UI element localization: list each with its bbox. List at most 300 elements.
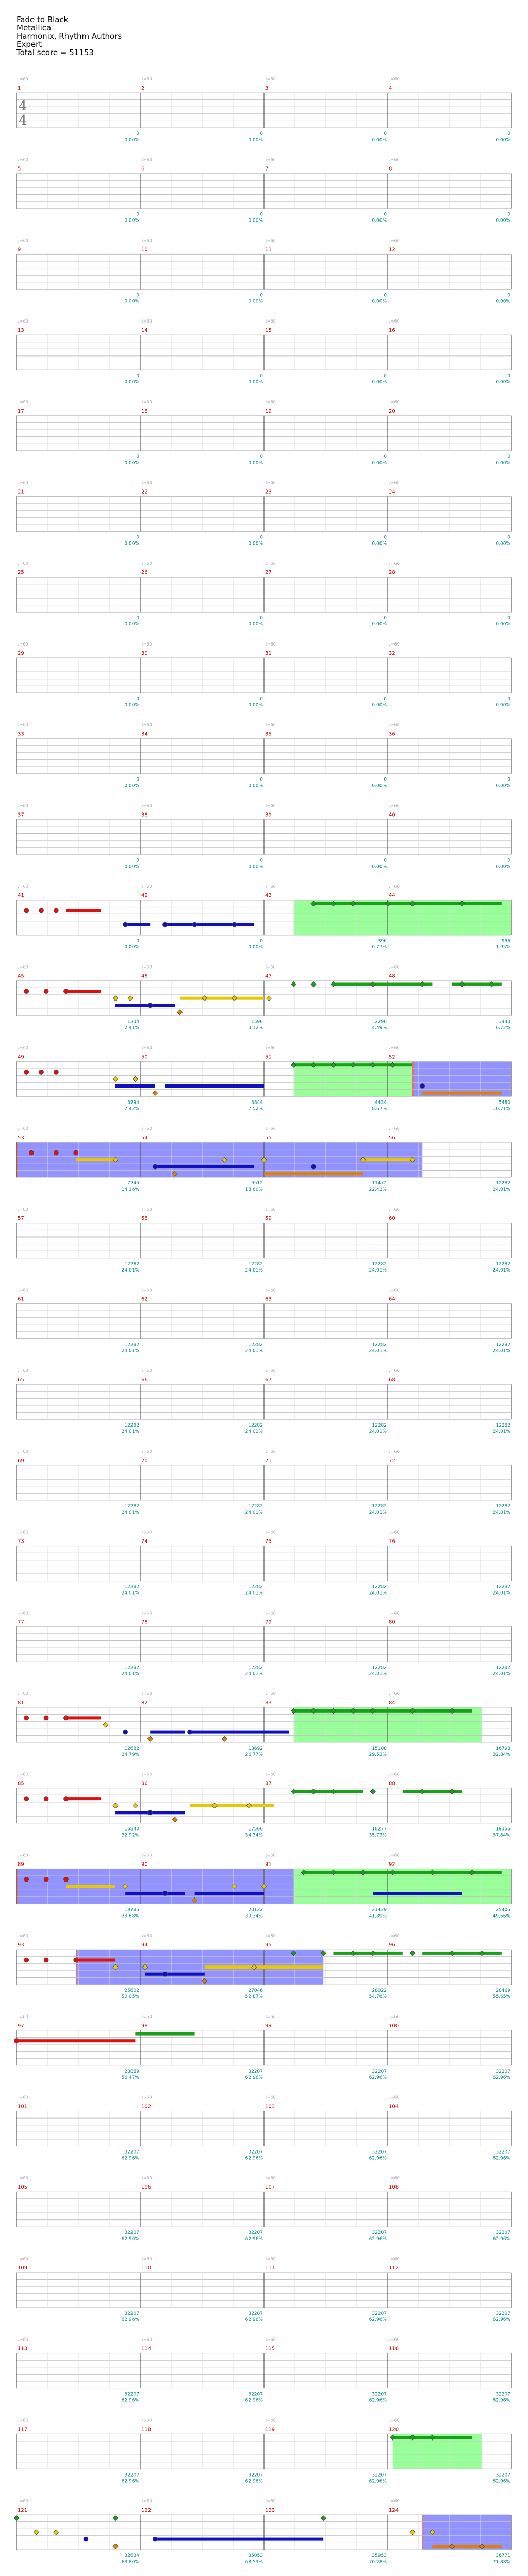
tempo-marker: ♩=60 <box>18 1934 28 1939</box>
measure-number: 73 <box>18 1538 24 1545</box>
tempo-marker: ♩=60 <box>141 1207 152 1212</box>
measure-number: 21 <box>18 489 24 495</box>
staff-row-24 <box>16 1934 512 1999</box>
measure-number: 92 <box>389 1861 395 1868</box>
tempo-marker: ♩=60 <box>18 641 28 647</box>
solo-edge <box>76 1950 77 1985</box>
measure-score-percent: 7.42% <box>124 1106 139 1112</box>
note-gem <box>420 1084 425 1089</box>
note-gem <box>74 1958 78 1962</box>
tempo-marker: ♩=60 <box>265 2176 276 2181</box>
tempo-marker: ♩=60 <box>141 1449 152 1454</box>
measure-number: 76 <box>389 1538 395 1545</box>
tempo-marker: ♩=60 <box>141 964 152 970</box>
note-sustain <box>180 997 264 1000</box>
measure-number: 123 <box>265 2507 275 2513</box>
measure-score-percent: 0.00% <box>496 864 510 870</box>
measure-score: 32207 <box>124 2311 139 2316</box>
note-gem <box>44 1877 48 1882</box>
note-gem <box>212 1803 217 1808</box>
staff-row-28 <box>16 2257 512 2323</box>
measure-number: 61 <box>18 1296 24 1302</box>
measure-score: 32207 <box>496 2392 510 2397</box>
note-sustain <box>155 2538 323 2541</box>
measure-score: 12282 <box>496 1584 510 1590</box>
measure-score: 32207 <box>372 2230 387 2236</box>
measure-number: 18 <box>141 408 148 414</box>
measure-score: 0 <box>384 293 387 298</box>
measure-number: 124 <box>389 2507 399 2513</box>
measure-number: 51 <box>265 1054 272 1060</box>
measure-score: 0 <box>136 212 139 217</box>
measure-score: 32207 <box>248 2472 263 2478</box>
staff-row-19 <box>16 1530 512 1596</box>
measure-number: 108 <box>389 2184 399 2191</box>
tempo-marker: ♩=60 <box>141 1611 152 1616</box>
measure-score-percent: 38.68% <box>121 1913 139 1919</box>
measure-score-percent: 62.96% <box>492 2317 510 2323</box>
tempo-marker: ♩=60 <box>18 964 28 970</box>
tempo-marker: ♩=60 <box>265 1207 276 1212</box>
measure-number: 87 <box>265 1781 272 1787</box>
measure-score: 35053 <box>248 2553 263 2558</box>
measure-number: 91 <box>265 1861 272 1868</box>
tempo-marker: ♩=60 <box>265 1287 276 1293</box>
measure-score-percent: 0.00% <box>248 541 263 547</box>
measure-number: 26 <box>141 570 148 576</box>
measure-number: 17 <box>18 408 24 414</box>
measure-score-percent: 0.00% <box>372 783 387 789</box>
measure-score-percent: 0.00% <box>124 541 139 547</box>
measure-score: 32207 <box>124 2472 139 2478</box>
measure-score-percent: 54.78% <box>369 1994 387 2000</box>
measure-score: 12282 <box>372 1665 387 1671</box>
note-gem <box>246 1803 252 1808</box>
measure-number: 52 <box>389 1054 395 1060</box>
measure-score-percent: 62.96% <box>245 2317 263 2323</box>
note-sustain <box>76 1959 116 1962</box>
measure-score-percent: 0.00% <box>248 138 263 143</box>
measure-number: 105 <box>18 2184 28 2191</box>
measure-score: 0 <box>384 616 387 621</box>
measure-number: 49 <box>18 1054 24 1060</box>
note-gem <box>133 1803 138 1808</box>
measure-number: 115 <box>265 2346 275 2352</box>
measure-number: 60 <box>389 1215 395 1222</box>
note-gem <box>113 1076 118 1081</box>
note-sustain <box>66 909 101 912</box>
measure-score: 0 <box>136 293 139 298</box>
measure-score: 32207 <box>372 2069 387 2074</box>
note-gem <box>54 2530 59 2535</box>
tempo-marker: ♩=60 <box>389 77 400 81</box>
tempo-marker: ♩=60 <box>141 1045 152 1050</box>
measure-number: 3 <box>265 86 269 91</box>
measure-score-percent: 0.00% <box>248 218 263 224</box>
measure-number: 8 <box>389 166 392 172</box>
measure-score-percent: 24.01% <box>492 1267 510 1273</box>
note-gem <box>64 1716 69 1720</box>
measure-score-percent: 0.00% <box>248 864 263 870</box>
measure-number: 44 <box>389 893 395 899</box>
measure-score-percent: 24.01% <box>492 1510 510 1515</box>
tempo-marker: ♩=60 <box>265 77 276 81</box>
measure-score-percent: 0.00% <box>124 218 139 224</box>
measure-number: 24 <box>389 489 395 495</box>
note-sustain <box>422 1092 502 1095</box>
measure-score: 32207 <box>372 2392 387 2397</box>
tempo-marker: ♩=60 <box>265 561 276 566</box>
note-sustain <box>363 1158 412 1161</box>
measure-score: 25405 <box>496 1907 510 1913</box>
measure-score: 0 <box>507 777 510 783</box>
tempo-marker: ♩=60 <box>389 1611 400 1616</box>
note-sustain <box>125 923 150 926</box>
measure-number: 121 <box>18 2507 28 2513</box>
tempo-marker: ♩=60 <box>389 399 400 404</box>
tempo-marker: ♩=60 <box>389 1126 400 1131</box>
measure-score-percent: 70.28% <box>369 2560 387 2565</box>
measure-score: 12282 <box>248 1665 263 1671</box>
staff-row-22 <box>16 1772 512 1838</box>
measure-score-percent: 24.01% <box>245 1267 263 1273</box>
tempo-marker: ♩=60 <box>18 1772 28 1777</box>
tempo-marker: ♩=60 <box>141 1691 152 1696</box>
tempo-marker: ♩=60 <box>265 2337 276 2342</box>
staff-row-14 <box>16 1126 512 1192</box>
tempo-marker: ♩=60 <box>265 319 276 324</box>
song-difficulty: Expert <box>16 40 42 49</box>
measure-number: 43 <box>265 893 272 899</box>
tempo-marker: ♩=60 <box>389 884 400 889</box>
measure-score: 3794 <box>127 1100 139 1106</box>
measure-score-percent: 24.01% <box>369 1348 387 1354</box>
measure-number: 55 <box>265 1135 272 1141</box>
tempo-marker: ♩=60 <box>18 2337 28 2342</box>
note-gem <box>113 1803 118 1808</box>
measure-score-percent: 24.01% <box>492 1187 510 1193</box>
tempo-marker: ♩=60 <box>389 1207 400 1212</box>
measure-number: 82 <box>141 1700 148 1706</box>
measure-score-percent: 0.77% <box>372 945 387 950</box>
tempo-marker: ♩=60 <box>389 1530 400 1535</box>
tempo-marker: ♩=60 <box>18 480 28 485</box>
tempo-marker: ♩=60 <box>18 77 28 81</box>
staff-row-5 <box>16 400 512 466</box>
measure-number: 114 <box>141 2346 152 2352</box>
measure-score-percent: 0.00% <box>496 138 510 143</box>
tempo-marker: ♩=60 <box>18 2014 28 2019</box>
tempo-marker: ♩=60 <box>141 1853 152 1858</box>
tempo-marker: ♩=60 <box>141 1287 152 1293</box>
measure-number: 96 <box>389 1942 395 1948</box>
tempo-marker: ♩=60 <box>141 480 152 485</box>
measure-score: 0 <box>507 696 510 702</box>
note-gem <box>291 1789 296 1794</box>
note-gem <box>123 922 128 927</box>
note-sustain <box>145 1973 205 1976</box>
note-gem <box>39 908 44 913</box>
measure-score: 12282 <box>372 1261 387 1267</box>
note-gem <box>44 1797 48 1801</box>
measure-score-percent: 24.01% <box>245 1590 263 1596</box>
tempo-marker: ♩=60 <box>265 2014 276 2019</box>
song-artist: Metallica <box>16 23 52 32</box>
measure-score: 32207 <box>496 2311 510 2316</box>
measure-score-percent: 0.00% <box>248 702 263 708</box>
measure-score-percent: 62.96% <box>369 2398 387 2403</box>
measure-score-percent: 41.89% <box>369 1913 387 1919</box>
measure-score: 0 <box>260 374 263 379</box>
measure-score: 12282 <box>372 1423 387 1429</box>
tempo-marker: ♩=60 <box>141 1368 152 1374</box>
measure-number: 42 <box>141 893 148 899</box>
note-gem <box>370 1789 375 1794</box>
measure-score: 12282 <box>248 1261 263 1267</box>
note-gem <box>74 1150 78 1155</box>
measure-score-percent: 62.96% <box>369 2479 387 2484</box>
measure-number: 23 <box>265 489 272 495</box>
measure-number: 2 <box>141 86 145 91</box>
note-sustain <box>432 2545 501 2548</box>
note-gem <box>123 1730 128 1734</box>
measure-score-percent: 8.67% <box>372 1106 387 1112</box>
tempo-marker: ♩=60 <box>265 480 276 485</box>
measure-score-percent: 24.01% <box>121 1348 139 1354</box>
measure-score: 12282 <box>124 1423 139 1429</box>
measure-number: 45 <box>18 973 24 979</box>
measure-number: 110 <box>141 2265 152 2271</box>
measure-score: 28469 <box>496 1988 510 1994</box>
note-sustain <box>205 1965 323 1969</box>
note-gem <box>54 1070 58 1074</box>
measure-score-percent: 24.01% <box>245 1429 263 1435</box>
tempo-marker: ♩=60 <box>18 1368 28 1374</box>
staff-row-4 <box>16 319 512 385</box>
measure-score-percent: 0.00% <box>372 702 387 708</box>
solo-section <box>422 2515 512 2550</box>
measure-score-percent: 62.96% <box>121 2479 139 2484</box>
tempo-marker: ♩=60 <box>265 884 276 889</box>
tempo-marker: ♩=60 <box>141 77 152 81</box>
measure-score: 32207 <box>496 2069 510 2074</box>
note-gem <box>232 922 237 927</box>
note-gem <box>24 1070 29 1074</box>
measure-number: 59 <box>265 1215 272 1222</box>
note-sustain <box>333 983 432 986</box>
measure-score-percent: 62.96% <box>492 2479 510 2484</box>
note-sustain <box>116 1004 175 1007</box>
note-sustain <box>66 1885 116 1888</box>
staff-row-1 <box>16 77 512 143</box>
note-gem <box>39 1070 44 1074</box>
measure-score: 18277 <box>372 1826 387 1832</box>
measure-score-percent: 24.01% <box>369 1510 387 1515</box>
measure-score-percent: 0.00% <box>496 380 510 385</box>
note-gem <box>410 1951 415 1956</box>
measure-score: 1596 <box>251 1019 263 1025</box>
measure-score: 0 <box>136 858 139 863</box>
tempo-marker: ♩=60 <box>141 561 152 566</box>
measure-score: 0 <box>260 535 263 540</box>
measure-score-percent: 0.00% <box>248 783 263 789</box>
measure-number: 77 <box>18 1619 24 1625</box>
measure-score-percent: 62.96% <box>121 2317 139 2323</box>
note-sustain <box>66 990 101 993</box>
note-gem <box>34 2530 39 2535</box>
measure-score: 0 <box>260 939 263 944</box>
staff-row-12 <box>16 965 512 1031</box>
measure-score: 12282 <box>496 1181 510 1187</box>
tempo-marker: ♩=60 <box>18 157 28 162</box>
staff-row-2 <box>16 158 512 224</box>
measure-score-percent: 62.96% <box>121 2236 139 2242</box>
tempo-marker: ♩=60 <box>141 884 152 889</box>
measure-number: 62 <box>141 1296 148 1302</box>
note-sustain <box>150 1731 185 1734</box>
staff-row-30 <box>16 2418 512 2484</box>
measure-score-percent: 0.00% <box>124 460 139 466</box>
measure-score-percent: 32.84% <box>492 1752 510 1757</box>
measure-number: 33 <box>18 731 24 737</box>
tempo-marker: ♩=60 <box>265 1691 276 1696</box>
staff-row-23 <box>16 1853 512 1919</box>
note-gem <box>450 1789 455 1794</box>
measure-number: 65 <box>18 1377 24 1383</box>
measure-score-percent: 62.96% <box>369 2156 387 2161</box>
star-power-section <box>393 2434 482 2469</box>
tempo-marker: ♩=60 <box>141 1934 152 1939</box>
note-sustain <box>116 1084 155 1088</box>
tempo-marker: ♩=60 <box>265 2095 276 2100</box>
measure-score: 0 <box>260 777 263 783</box>
measure-score-percent: 0.00% <box>124 380 139 385</box>
measure-score-percent: 62.96% <box>492 2398 510 2403</box>
star-power-section <box>294 900 512 935</box>
note-gem <box>351 1951 356 1956</box>
measure-number: 113 <box>18 2346 28 2352</box>
total-score: Total score = 51153 <box>16 48 94 57</box>
measure-score: 0 <box>507 293 510 298</box>
measure-score-percent: 4.49% <box>372 1025 387 1031</box>
measure-score: 0 <box>260 696 263 702</box>
note-gem <box>113 2544 118 2549</box>
measure-number: 94 <box>141 1942 148 1948</box>
measure-number: 20 <box>389 408 395 414</box>
tempo-marker: ♩=60 <box>18 1853 28 1858</box>
tempo-marker: ♩=60 <box>389 1368 400 1374</box>
measure-number: 46 <box>141 973 148 979</box>
note-gem <box>163 1891 168 1896</box>
tempo-marker: ♩=60 <box>18 803 28 808</box>
measure-number: 83 <box>265 1700 272 1706</box>
tempo-marker: ♩=60 <box>18 2256 28 2261</box>
tempo-marker: ♩=60 <box>265 2418 276 2423</box>
measure-number: 78 <box>141 1619 148 1625</box>
note-gem <box>24 1877 29 1882</box>
tempo-marker: ♩=60 <box>389 1772 400 1777</box>
tempo-marker: ♩=60 <box>18 1126 28 1131</box>
measure-score: 20122 <box>248 1907 263 1913</box>
tempo-marker: ♩=60 <box>18 1045 28 1050</box>
measure-number: 41 <box>18 893 24 899</box>
solo-edge <box>422 2515 423 2550</box>
note-gem <box>192 922 197 927</box>
measure-score: 0 <box>384 535 387 540</box>
measure-score-percent: 0.00% <box>124 138 139 143</box>
measure-number: 71 <box>265 1458 272 1464</box>
note-gem <box>14 2039 19 2043</box>
measure-score-percent: 0.00% <box>124 783 139 789</box>
measure-number: 48 <box>389 973 395 979</box>
note-sustain <box>373 1892 462 1895</box>
measure-score: 12282 <box>372 1584 387 1590</box>
note-gem <box>153 2537 157 2541</box>
tempo-marker: ♩=60 <box>265 641 276 647</box>
staff-row-16 <box>16 1288 512 1354</box>
note-gem <box>489 982 494 987</box>
measure-number: 69 <box>18 1458 24 1464</box>
measure-score: 0 <box>384 696 387 702</box>
note-gem <box>172 1817 177 1822</box>
measure-score: 0 <box>507 858 510 863</box>
measure-score: 0 <box>260 454 263 460</box>
measure-score: 0 <box>507 454 510 460</box>
measure-score-percent: 0.00% <box>372 622 387 628</box>
measure-score: 12282 <box>124 1261 139 1267</box>
measure-score-percent: 10.71% <box>492 1106 510 1112</box>
measure-number: 47 <box>265 973 272 979</box>
measure-score: 0 <box>507 616 510 621</box>
measure-number: 6 <box>141 166 145 172</box>
measure-number: 66 <box>141 1377 148 1383</box>
tempo-marker: ♩=60 <box>389 2337 400 2342</box>
note-sustain <box>190 1804 274 1807</box>
measure-score-percent: 52.87% <box>245 1994 263 2000</box>
note-gem <box>321 2516 326 2521</box>
measure-score: 32207 <box>496 2230 510 2236</box>
measure-score: 28022 <box>372 1988 387 1994</box>
staff-row-25 <box>14 2014 512 2080</box>
staff-row-31 <box>14 2499 512 2565</box>
note-gem <box>153 1164 157 1169</box>
note-gem <box>113 996 118 1001</box>
measure-score: 32207 <box>496 2472 510 2478</box>
tempo-marker: ♩=60 <box>265 2499 276 2503</box>
measure-number: 74 <box>141 1538 148 1545</box>
tempo-marker: ♩=60 <box>141 1126 152 1131</box>
measure-score: 27046 <box>248 1988 263 1994</box>
measure-score: 36771 <box>496 2553 510 2558</box>
measure-score: 1234 <box>127 1019 139 1025</box>
measure-number: 64 <box>389 1296 395 1302</box>
measure-number: 63 <box>265 1296 272 1302</box>
note-gem <box>188 1730 192 1734</box>
measure-score: 0 <box>384 858 387 863</box>
measure-number: 34 <box>141 731 148 737</box>
measure-number: 4 <box>389 86 392 91</box>
note-sustain <box>314 902 502 905</box>
measure-score: 12282 <box>496 1261 510 1267</box>
tempo-marker: ♩=60 <box>389 2499 400 2503</box>
measure-score-percent: 62.96% <box>245 2398 263 2403</box>
tempo-marker: ♩=60 <box>141 238 152 243</box>
tempo-marker: ♩=60 <box>141 722 152 727</box>
note-gem <box>459 982 465 987</box>
note-gem <box>148 1810 153 1815</box>
measure-number: 107 <box>265 2184 275 2191</box>
tempo-marker: ♩=60 <box>141 2176 152 2181</box>
